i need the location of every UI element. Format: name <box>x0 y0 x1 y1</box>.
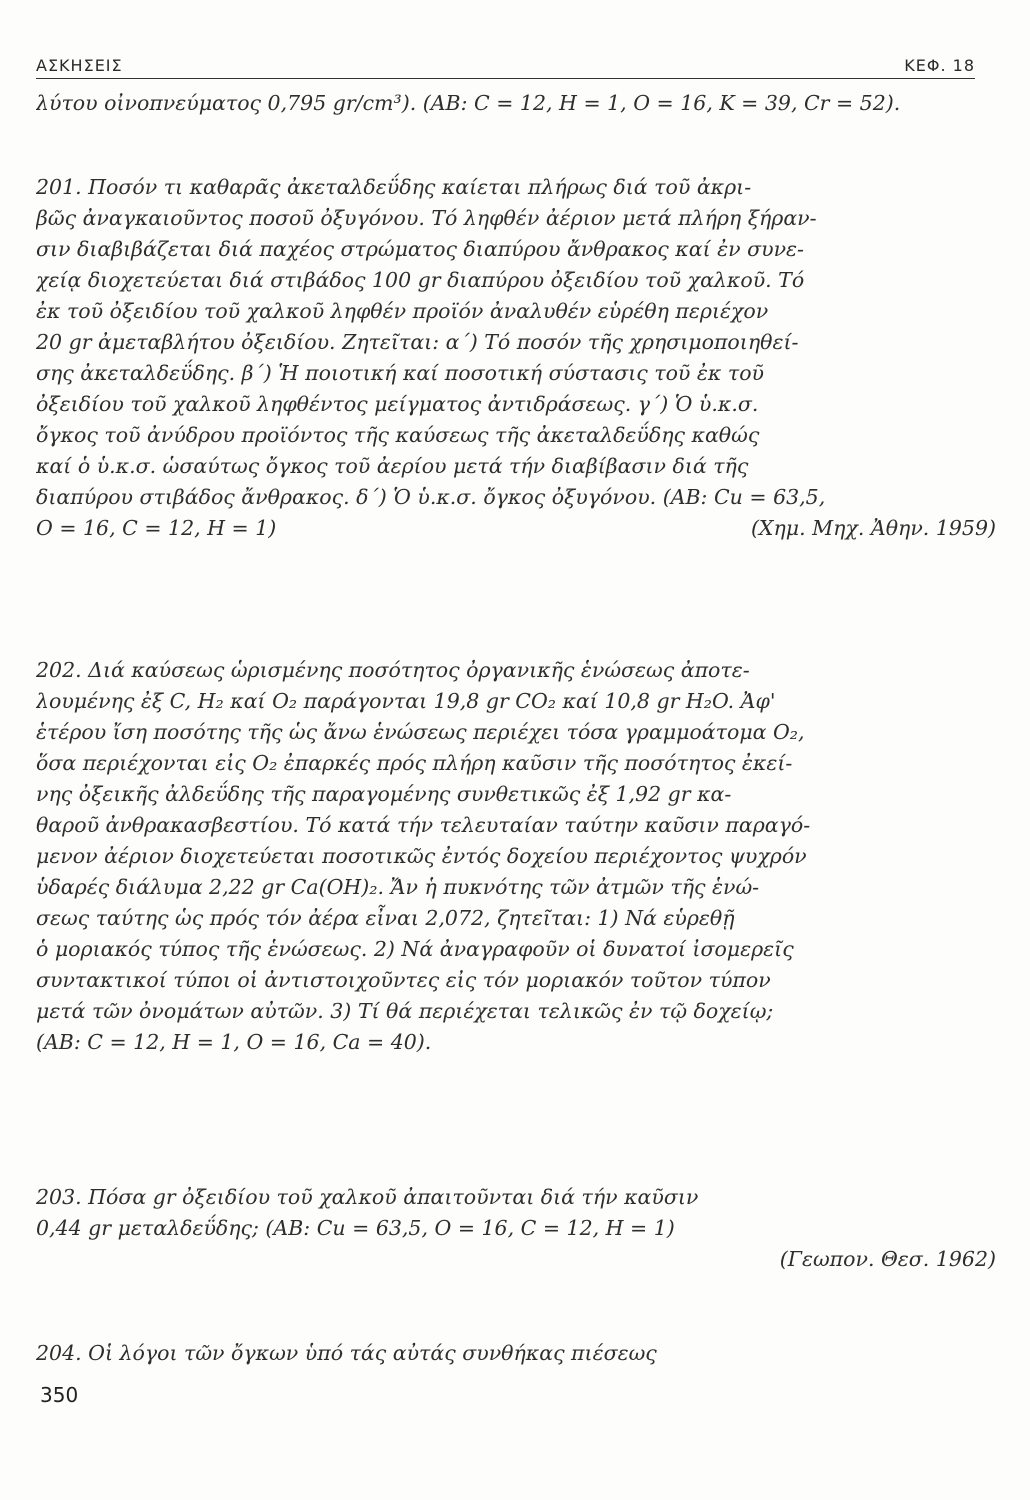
text-line: ὑδαρές διάλυμα 2,22 gr Ca(OH)₂. Ἄν ἡ πυκνότης τῶν ἀτμῶν τῆς ἑνώ- <box>36 875 760 899</box>
text-line: μετά τῶν ὀνομάτων αὐτῶν. 3) Τί θά περιέχεται τελικῶς ἐν τῷ δοχείῳ; <box>36 999 774 1023</box>
exercise-202 <box>36 655 996 1058</box>
text-line: ὀξειδίου τοῦ χαλκοῦ ληφθέντος μείγματος ἀντιδράσεως. γ΄) Ὁ ὑ.κ.σ. <box>36 392 759 416</box>
text-line: συντακτικοί τύποι οἱ ἀντιστοιχοῦντες εἰς τόν μοριακόν τοῦτον τύπον <box>36 968 771 992</box>
text-line: 20 gr ἀμεταβλήτου ὀξειδίου. Ζητεῖται: α΄) Τό ποσόν τῆς χρησιμοποιηθεί- <box>36 330 799 354</box>
text-line: 0,44 gr μεταλδεΰδης; (ΑΒ: Cu = 63,5, O = 16, C = 12, H = 1) <box>36 1216 675 1240</box>
text-line: ὁ μοριακός τύπος τῆς ἑνώσεως. 2) Νά ἀναγραφοῦν οἱ δυνατοί ἰσομερεῖς <box>36 937 794 961</box>
text-line: ἑτέρου ἴση ποσότης τῆς ὡς ἄνω ἑνώσεως περιέχει τόσα γραμμοάτομα O₂, <box>36 720 805 744</box>
text-line: καί ὁ ὑ.κ.σ. ὡσαύτως ὄγκος τοῦ ἀερίου μετά τήν διαβίβασιν διά τῆς <box>36 454 749 478</box>
text-line: 204. Οἱ λόγοι τῶν ὄγκων ὑπό τάς αὐτάς συνθήκας πιέσεως <box>36 1341 657 1365</box>
text-line: λουμένης ἐξ C, H₂ καί O₂ παράγονται 19,8 gr CO₂ καί 10,8 gr H₂O. Ἀφ' <box>36 689 776 713</box>
text-line: σεως ταύτης ὡς πρός τόν ἀέρα εἶναι 2,072, ζητεῖται: 1) Νά εὑρεθῇ <box>36 906 735 930</box>
exam-source: (Χημ. Μηχ. Ἀθην. 1959) <box>750 516 996 540</box>
running-head <box>36 52 975 79</box>
text-line: σης ἀκεταλδεΰδης. β΄) Ἡ ποιοτική καί ποσοτική σύστασις τοῦ ἐκ τοῦ <box>36 361 765 385</box>
text-line: βῶς ἀναγκαιοῦντος ποσοῦ ὀξυγόνου. Τό ληφθέν ἀέριον μετά πλήρη ξήραν- <box>36 206 817 230</box>
text-line: O = 16, C = 12, H = 1) <box>36 516 277 540</box>
text-line: 201. Ποσόν τι καθαρᾶς ἀκεταλδεΰδης καίεται πλήρως διά τοῦ ἀκρι- <box>36 175 752 199</box>
text-line: 203. Πόσα gr ὀξειδίου τοῦ χαλκοῦ ἀπαιτοῦνται διά τήν καῦσιν <box>36 1185 699 1209</box>
exercise-201 <box>36 172 996 544</box>
text-line: λύτου οἰνοπνεύματος 0,795 gr/cm³). (ΑΒ: C = 12, H = 1, O = 16, K = 39, Cr = 52). <box>36 91 901 115</box>
exercise-204 <box>36 1338 996 1369</box>
continued-text <box>36 88 996 119</box>
text-line: 202. Διά καύσεως ὡρισμένης ποσότητος ὀργανικῆς ἑνώσεως ἀποτε- <box>36 658 750 682</box>
exam-source: (Γεωπον. Θεσ. 1962) <box>779 1247 996 1271</box>
text-line: διαπύρου στιβάδος ἄνθρακος. δ΄) Ὁ ὑ.κ.σ. ὄγκος ὀξυγόνου. (ΑΒ: Cu = 63,5, <box>36 485 826 509</box>
text-line: (ΑΒ: C = 12, H = 1, O = 16, Ca = 40). <box>36 1030 432 1054</box>
text-line: σιν διαβιβάζεται διά παχέος στρώματος διαπύρου ἄνθρακος καί ἐν συνε- <box>36 237 804 261</box>
text-line-with-source <box>36 513 996 544</box>
text-line: χείᾳ διοχετεύεται διά στιβάδος 100 gr διαπύρου ὀξειδίου τοῦ χαλκοῦ. Τό <box>36 268 805 292</box>
header-chapter-title: ΑΣΚΗΣΕΙΣ <box>36 56 123 75</box>
text-line: θαροῦ ἀνθρακασβεστίου. Τό κατά τήν τελευταίαν ταύτην καῦσιν παραγό- <box>36 813 811 837</box>
text-line: νης ὀξεικῆς ἀλδεΰδης τῆς παραγομένης συνθετικῶς ἐξ 1,92 gr κα- <box>36 782 732 806</box>
text-line: ἐκ τοῦ ὀξειδίου τοῦ χαλκοῦ ληφθέν προϊόν ἀναλυθέν εὑρέθη περιέχον <box>36 299 769 323</box>
text-line: ὄγκος τοῦ ἀνύδρου προϊόντος τῆς καύσεως τῆς ἀκεταλδεΰδης καθώς <box>36 423 760 447</box>
page-number: 350 <box>40 1383 79 1407</box>
exercise-203 <box>36 1182 996 1275</box>
text-line: μενον ἀέριον διοχετεύεται ποσοτικῶς ἐντός δοχείου περιέχοντος ψυχρόν <box>36 844 807 868</box>
text-line: ὅσα περιέχονται εἰς O₂ ἐπαρκές πρός πλήρη καῦσιν τῆς ποσότητος ἐκεί- <box>36 751 793 775</box>
header-chapter-number: ΚΕΦ. 18 <box>904 56 975 75</box>
